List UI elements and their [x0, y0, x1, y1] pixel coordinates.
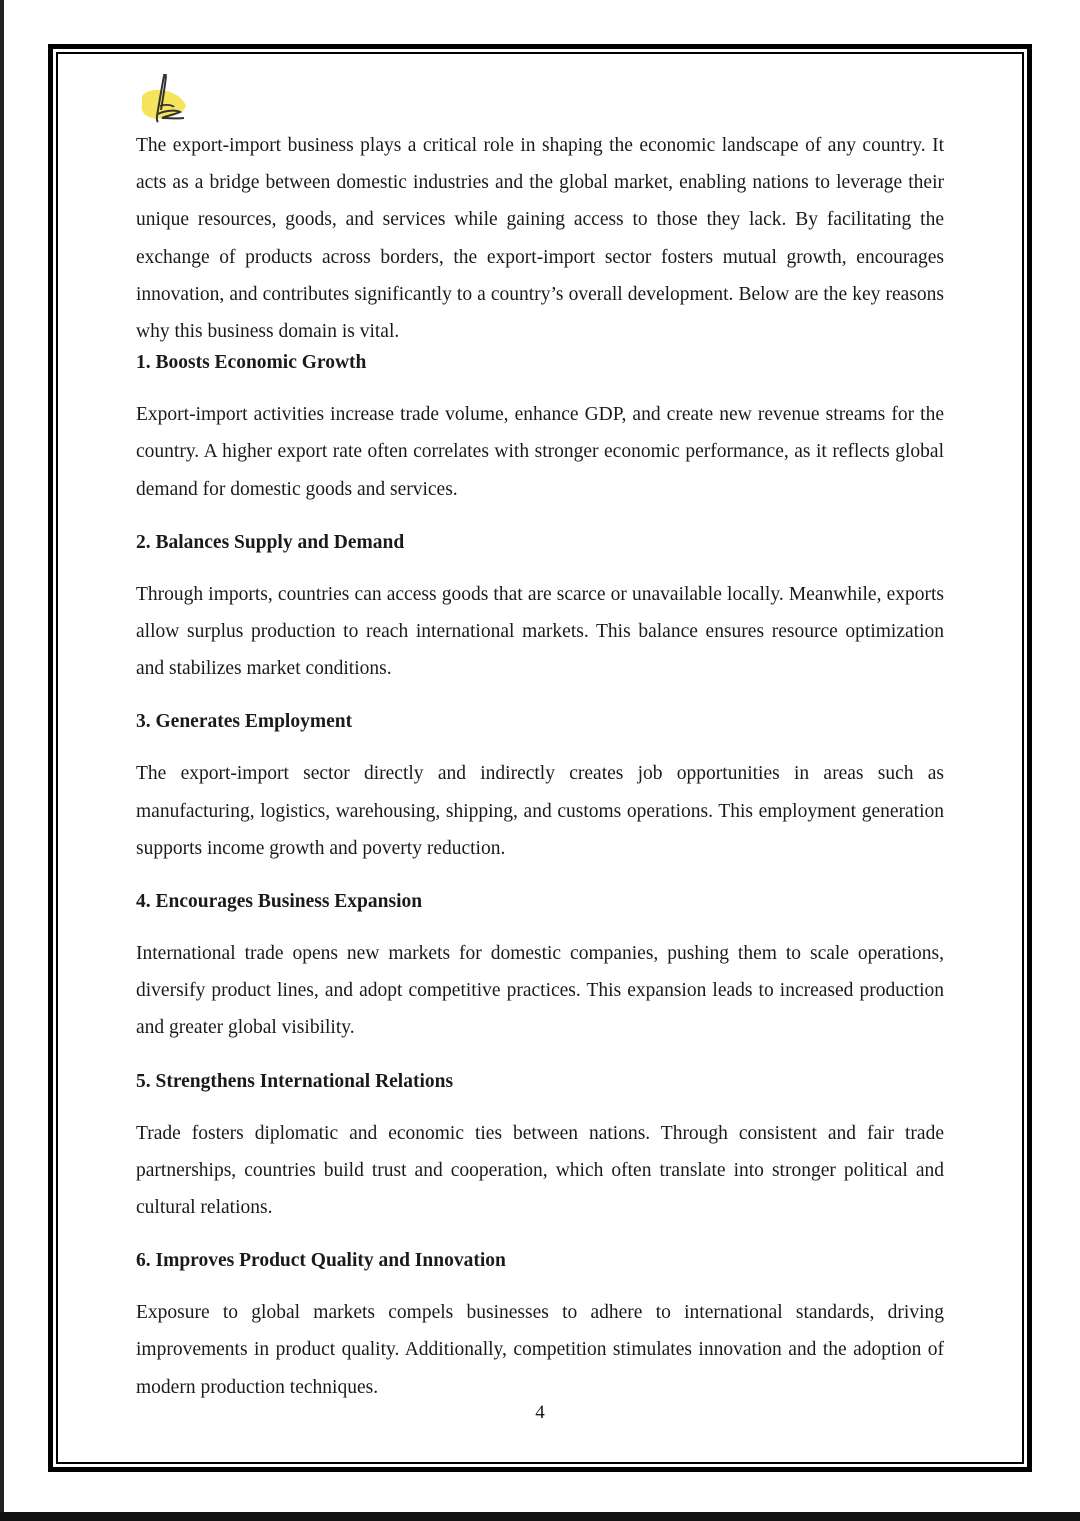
section-4: [136, 889, 944, 1047]
section-2: [136, 530, 944, 688]
section-3: [136, 709, 944, 867]
section-paragraph: Exposure to global markets compels businesses to adhere to international standards, driving improvements in product quality. Additionally, competition stimulates innovation and the adoption of modern production techniques.: [136, 1302, 944, 1398]
section-5: [136, 1069, 944, 1227]
pen-writing-icon: [136, 70, 200, 134]
section-1: [136, 350, 944, 508]
section-paragraph: The export-import sector directly and indirectly creates job opportunities in areas such as manufacturing, logistics, warehousing, shipping, and customs operations. This employment generation supports income growth and poverty reduction.: [136, 763, 944, 859]
section-6: [136, 1248, 944, 1406]
section-paragraph: Export-import activities increase trade volume, enhance GDP, and create new revenue streams for the country. A higher export rate often correlates with stronger economic performance, as it reflects global demand for domestic goods and services.: [136, 404, 944, 500]
section-heading: 1. Boosts Economic Growth: [136, 352, 367, 374]
document-body: [136, 127, 944, 1428]
section-heading: 6. Improves Product Quality and Innovation: [136, 1250, 506, 1272]
intro-paragraph: The export-import business plays a critical role in shaping the economic landscape of any country. It acts as a bridge between domestic industries and the global market, enabling nations to leverage their unique resources, goods, and services while gaining access to those they lack. By facilitating the exchange of products across borders, the export-import sector fosters mutual growth, encourages innovation, and contributes significantly to a country’s overall development. Below are the key reasons why this business domain is vital.: [136, 135, 944, 343]
section-heading: 4. Encourages Business Expansion: [136, 891, 423, 913]
section-heading: 3. Generates Employment: [136, 711, 353, 733]
page-edge-shadow: [0, 0, 4, 1521]
section-heading: 5. Strengthens International Relations: [136, 1070, 454, 1092]
section-heading: 2. Balances Supply and Demand: [136, 531, 405, 553]
page-number: 4: [535, 1402, 545, 1423]
page-bottom-shadow: [0, 1512, 1080, 1521]
section-paragraph: Through imports, countries can access goods that are scarce or unavailable locally. Meanwhile, exports allow surplus production to reach international markets. This balance ensures resource optimization and stabilizes market conditions.: [136, 583, 944, 680]
section-paragraph: International trade opens new markets for domestic companies, pushing them to scale operations, diversify product lines, and adopt competitive practices. This expansion leads to increased production and greater global visibility.: [136, 943, 944, 1039]
section-paragraph: Trade fosters diplomatic and economic ties between nations. Through consistent and fair trade partnerships, countries build trust and cooperation, which often translate into stronger political and cultural relations.: [136, 1122, 944, 1219]
